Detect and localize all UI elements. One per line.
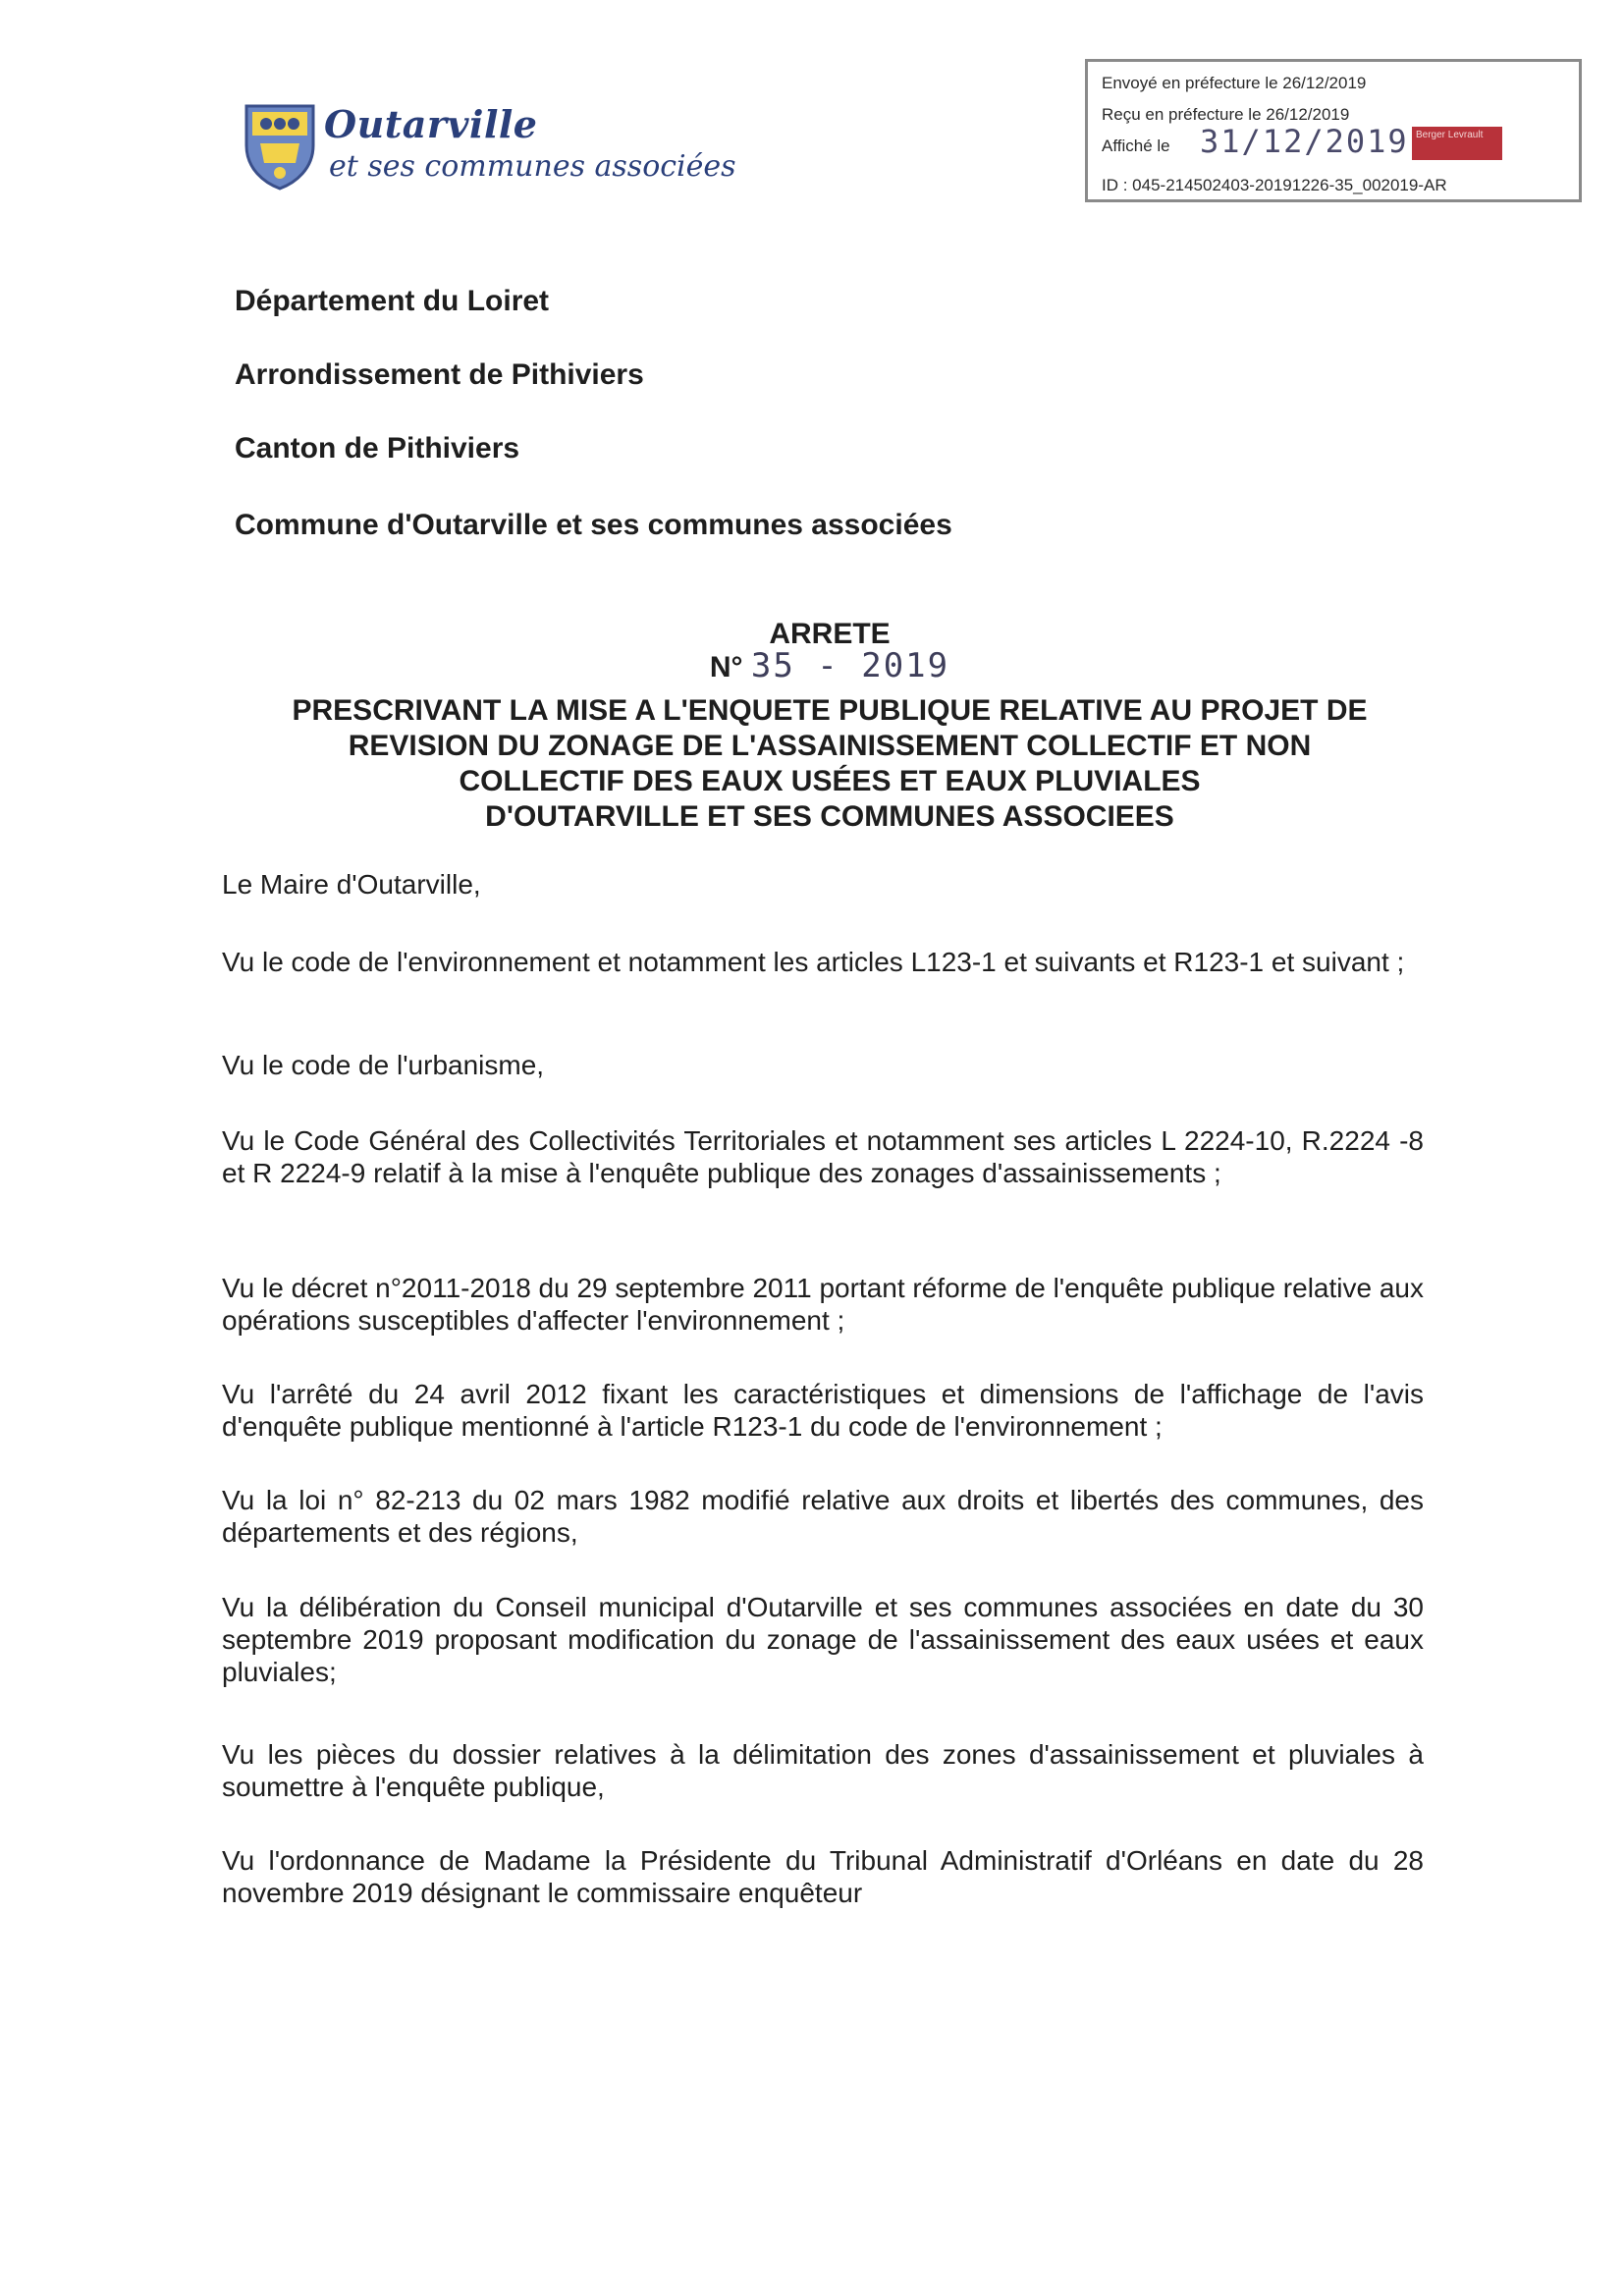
logo-title: Outarville bbox=[324, 102, 538, 146]
stamp-id: ID : 045-214502403-20191226-35_002019-AR bbox=[1102, 176, 1447, 194]
stamp-envoye: Envoyé en préfecture le 26/12/2019 bbox=[1102, 74, 1367, 92]
vu-paragraph-decret: Vu le décret n°2011-2018 du 29 septembre 2011 portant réforme de l'enquête publique relative aux opérations susceptibles d'affecter l'environnement ; bbox=[222, 1273, 1424, 1336]
title-line-2: REVISION DU ZONAGE DE L'ASSAINISSEMENT COLLECTIF ET NON bbox=[348, 730, 1312, 762]
header-canton: Canton de Pithiviers bbox=[235, 432, 520, 465]
vu-paragraph-arrete: Vu l'arrêté du 24 avril 2012 fixant les caractéristiques et dimensions de l'affichage de l'avis d'enquête publique mentionné à l'article R123-1 du code de l'environnement ; bbox=[222, 1379, 1424, 1442]
title-line-4: D'OUTARVILLE ET SES COMMUNES ASSOCIEES bbox=[485, 800, 1174, 833]
vu-paragraph-deliberation: Vu la délibération du Conseil municipal d'Outarville et ses communes associées en date du 30 septembre 2019 proposant modification du zonage de l'assainissement des eaux usées et eaux pluviales; bbox=[222, 1592, 1424, 1687]
vu-paragraph-loi: Vu la loi n° 82-213 du 02 mars 1982 modifié relative aux droits et libertés des communes, des départements et des régions, bbox=[222, 1485, 1424, 1548]
title-line-1: PRESCRIVANT LA MISE A L'ENQUETE PUBLIQUE RELATIVE AU PROJET DE bbox=[292, 694, 1368, 727]
vu-paragraph-ordonnance: Vu l'ordonnance de Madame la Présidente du Tribunal Administratif d'Orléans en date du 28 novembre 2019 désignant le commissaire enquêteur bbox=[222, 1845, 1424, 1908]
stamp-affiche bbox=[1102, 123, 1409, 160]
stamp-affiche-date: 31/12/2019 bbox=[1200, 123, 1409, 160]
title-number-handwritten: 35 - 2019 bbox=[750, 646, 950, 685]
maire-line: Le Maire d'Outarville, bbox=[222, 869, 481, 900]
title-arrete: ARRETE bbox=[769, 618, 891, 650]
header-departement: Département du Loiret bbox=[235, 285, 550, 317]
prefecture-stamp bbox=[1085, 59, 1582, 202]
coat-of-arms-icon bbox=[241, 100, 319, 191]
vu-paragraph-urbanisme: Vu le code de l'urbanisme, bbox=[222, 1050, 545, 1080]
commune-logo bbox=[241, 98, 736, 196]
title-number bbox=[226, 648, 1434, 685]
header-commune: Commune d'Outarville et ses communes associées bbox=[235, 509, 952, 541]
vu-paragraph-cgct: Vu le Code Général des Collectivités Territoriales et notamment ses articles L 2224-10, R.2224 -8 et R 2224-9 relatif à la mise à l'enquête publique des zonages d'assainissements ; bbox=[222, 1125, 1424, 1188]
vu-paragraph-environnement: Vu le code de l'environnement et notamment les articles L123-1 et suivants et R123-1 et suivant ; bbox=[222, 947, 1405, 977]
vu-paragraph-pieces: Vu les pièces du dossier relatives à la délimitation des zones d'assainissement et pluviales à soumettre à l'enquête publique, bbox=[222, 1739, 1424, 1802]
title-line-3: COLLECTIF DES EAUX USÉES ET EAUX PLUVIALES bbox=[459, 765, 1201, 797]
header-arrondissement: Arrondissement de Pithiviers bbox=[235, 358, 644, 391]
berger-levrault-logo: Berger Levrault bbox=[1412, 127, 1502, 160]
stamp-recu: Reçu en préfecture le 26/12/2019 bbox=[1102, 105, 1350, 124]
logo-subtitle: et ses communes associées bbox=[329, 149, 736, 184]
stamp-affiche-label: Affiché le bbox=[1102, 137, 1170, 155]
title-number-prefix: N° bbox=[709, 651, 743, 683]
